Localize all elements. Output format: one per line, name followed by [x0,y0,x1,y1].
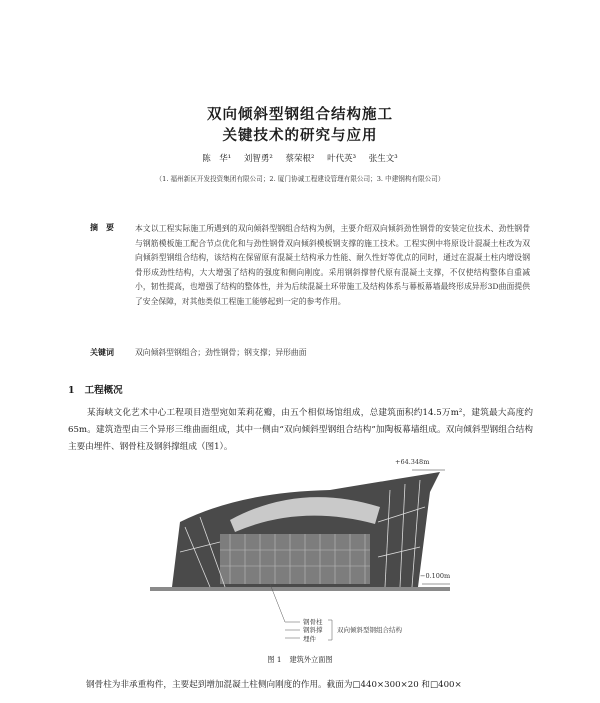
glass-facade [220,534,370,584]
section-heading [68,382,123,396]
paper-title-line2: 关键技术的研究与应用 [222,127,378,144]
author: 蔡荣根² [285,154,315,164]
legend-steel-column: 钢骨柱 [303,618,323,626]
author: 刘智勇² [243,154,273,164]
author: 陈 华¹ [202,154,232,164]
legend-group-label: 双向倾斜型钢组合结构 [337,626,402,634]
keywords-text: 双向倾斜型钢组合；劲性钢骨；钢支撑；异形曲面 [135,348,307,357]
legend-embedded-part: 埋件 [303,635,316,643]
affiliations: （1. 福州新区开发投资集团有限公司；2. 厦门协诚工程建设管理有限公司；3. 中建钢构有限公司） [155,175,445,183]
section-title: 工程概况 [84,385,123,396]
elevation-label-top: +64.348m [395,458,430,466]
figure-number: 图 1 [267,655,282,664]
body-continuation: 钢骨柱为非承重构件，主要起到增加混凝土柱侧向刚度的作用。截面为□440×300×20 和□400× [86,680,462,690]
author: 叶代英³ [327,154,357,164]
legend-steel-brace: 钢斜撑 [303,626,323,634]
keywords-label: 关键词 [90,347,114,357]
author-list [0,152,600,164]
figure-caption [0,655,600,665]
body-paragraph: 某海峡文化艺术中心工程项目造型宛如茉莉花瓣，由五个相似场馆组成，总建筑面积约14.5万m²，建筑最大高度约65m。建筑造型由三个异形三维曲面组成，其中一侧由“双向倾斜型钢组合结构”加陶板幕墙组成。双向倾斜型钢组合结构主要由埋件、钢骨柱及钢斜撑组成（图1）。 [68,408,533,452]
abstract-label: 摘要 [90,222,122,232]
author: 张生文³ [368,154,398,164]
figure-title: 建筑外立面图 [289,655,333,664]
paper-title-line1: 双向倾斜型钢组合结构施工 [207,106,393,123]
section-number: 1 [68,385,75,396]
building-facade-figure [150,462,450,642]
elevation-label-base: −0.100m [420,572,451,580]
abstract-text: 本文以工程实际施工所遇到的双向倾斜型钢组合结构为例，主要介绍双向倾斜劲性钢骨的安装定位技术、劲性钢骨与钢筋模板施工配合节点优化和与劲性钢骨双向倾斜模板钢支撑的施工技术。工程实例中将原设计混凝土柱改为双向倾斜型钢组合结构，该结构在保留原有混凝土结构承力性能、耐久性好等优点的同时，通过在混凝土柱内增设钢骨形成劲性结构，大大增强了结构的强度和侧向刚度。采用钢斜撑替代原有混凝土支撑，不仅使结构整体自重减小，韧性提高，也增强了结构的整体性，并为后续混凝土环带施工及结构体系与幕板幕墙最终形成异形3D曲面提供了安全保障，对其他类似工程施工能够起到一定的参考作用。 [135,224,530,306]
ground-line [150,587,450,591]
